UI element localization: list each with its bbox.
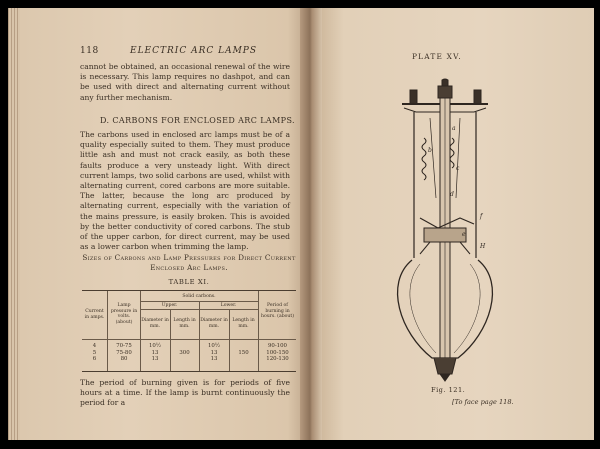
section-heading: D. CARBONS FOR ENCLOSED ARC LAMPS. <box>100 116 295 125</box>
hanger-hook <box>442 79 448 86</box>
table-cell: 6 <box>92 356 97 363</box>
col-pressure: Lamp pressure in volts. (about) <box>110 303 138 325</box>
table-cell: 13 <box>151 349 159 356</box>
solenoid-coil <box>422 138 426 180</box>
table-cell-pressure <box>108 343 140 363</box>
letter-c: c <box>456 165 460 172</box>
table-rule <box>258 291 259 371</box>
left-page-edge <box>8 8 20 440</box>
letter-a: a <box>452 125 456 132</box>
table-cell-period <box>260 343 295 363</box>
col-lower: Lower. <box>220 303 237 308</box>
top-cap <box>438 86 452 98</box>
col-diam-lower: Diameter in mm. <box>200 318 228 329</box>
book-gutter <box>300 8 322 440</box>
shunt-coil <box>450 138 454 168</box>
col-current: Current in amps. <box>84 309 105 320</box>
table-cell: 5 <box>92 349 97 356</box>
table-rule <box>82 339 296 340</box>
paragraph-2: The carbons used in enclosed arc lamps must be of a quality especially suited to them. They must produce little ash and must not crack easily, as both these faults produce a very unsteady light. With direct current lamps, two solid carbons are used, whilst with alternating current, cored carbons are more suitable. The latter, because the long arc produced by alternating current, especially with the variation of the mains pressure, is easily broken. This is avoided by the better conductivity of cored carbons. The stub of the upper carbon, for direct current, may be used as a lower carbon when trimming the lamp. <box>80 130 290 252</box>
table-cell-lower-len: 150 <box>238 350 249 356</box>
table-cell-lower-diam <box>200 343 228 363</box>
table-cell-upper-diam <box>141 343 169 363</box>
letter-h: H <box>480 243 486 250</box>
table-cell: 13 <box>210 356 218 363</box>
col-upper: Upper. <box>161 303 178 308</box>
table-cell: 80 <box>120 356 128 363</box>
col-len-lower: Length in mm. <box>232 318 255 329</box>
paragraph-3: The period of burning given is for periods of five hours at a time. If the lamp is burnt continuously the period for a <box>80 378 290 408</box>
left-terminal <box>410 90 417 104</box>
col-len-upper: Length in mm. <box>173 318 196 329</box>
table-cell-upper-len: 300 <box>179 350 190 356</box>
table-label: TABLE XI. <box>168 278 210 286</box>
table-cell-current <box>83 343 106 363</box>
bottom-cone <box>434 358 456 374</box>
table-cell: 13 <box>151 356 159 363</box>
carbon-table <box>82 290 296 372</box>
page-number: 118 <box>80 46 99 56</box>
table-title: Sizes of Carbons and Lamp Pressures for Direct Current Enclosed Arc Lamps. <box>82 253 296 272</box>
table-rule <box>140 301 258 302</box>
table-cell: 10½ <box>148 343 162 349</box>
letter-e: e <box>462 231 466 238</box>
letter-f: f <box>480 213 483 220</box>
letter-b: b <box>428 147 432 154</box>
table-cell: 13 <box>210 349 218 356</box>
table-cell: 90-100 <box>268 343 287 349</box>
table-cell: 120-130 <box>266 356 289 363</box>
table-cell: 75-80 <box>116 349 132 356</box>
letter-d: d <box>450 191 454 198</box>
table-rule <box>140 309 258 310</box>
paragraph-1: cannot be obtained, an occasional renewal of the wire is necessary. This lamp requires no dashpot, and can be used with direct and alternating current without any further mechanism. <box>80 62 290 102</box>
facing-page-note: [To face page 118. <box>452 398 514 406</box>
table-cell: 100-150 <box>266 349 289 356</box>
table-cell: 10½ <box>207 343 221 349</box>
table-cell: 70-75 <box>116 343 132 349</box>
arc-lamp-illustration <box>390 78 500 383</box>
bottom-tip <box>440 374 450 381</box>
col-diam-upper: Diameter in mm. <box>141 318 169 329</box>
right-terminal <box>474 90 481 104</box>
table-cell: 4 <box>92 343 97 349</box>
clutch-body <box>424 228 466 242</box>
running-head: ELECTRIC ARC LAMPS <box>130 46 258 56</box>
col-period: Period of burning in hours. (about) <box>261 303 294 320</box>
figure-caption: Fig. 121. <box>431 386 466 394</box>
plate-label: PLATE XV. <box>412 52 462 61</box>
col-solid: Solid carbons. <box>182 294 216 299</box>
